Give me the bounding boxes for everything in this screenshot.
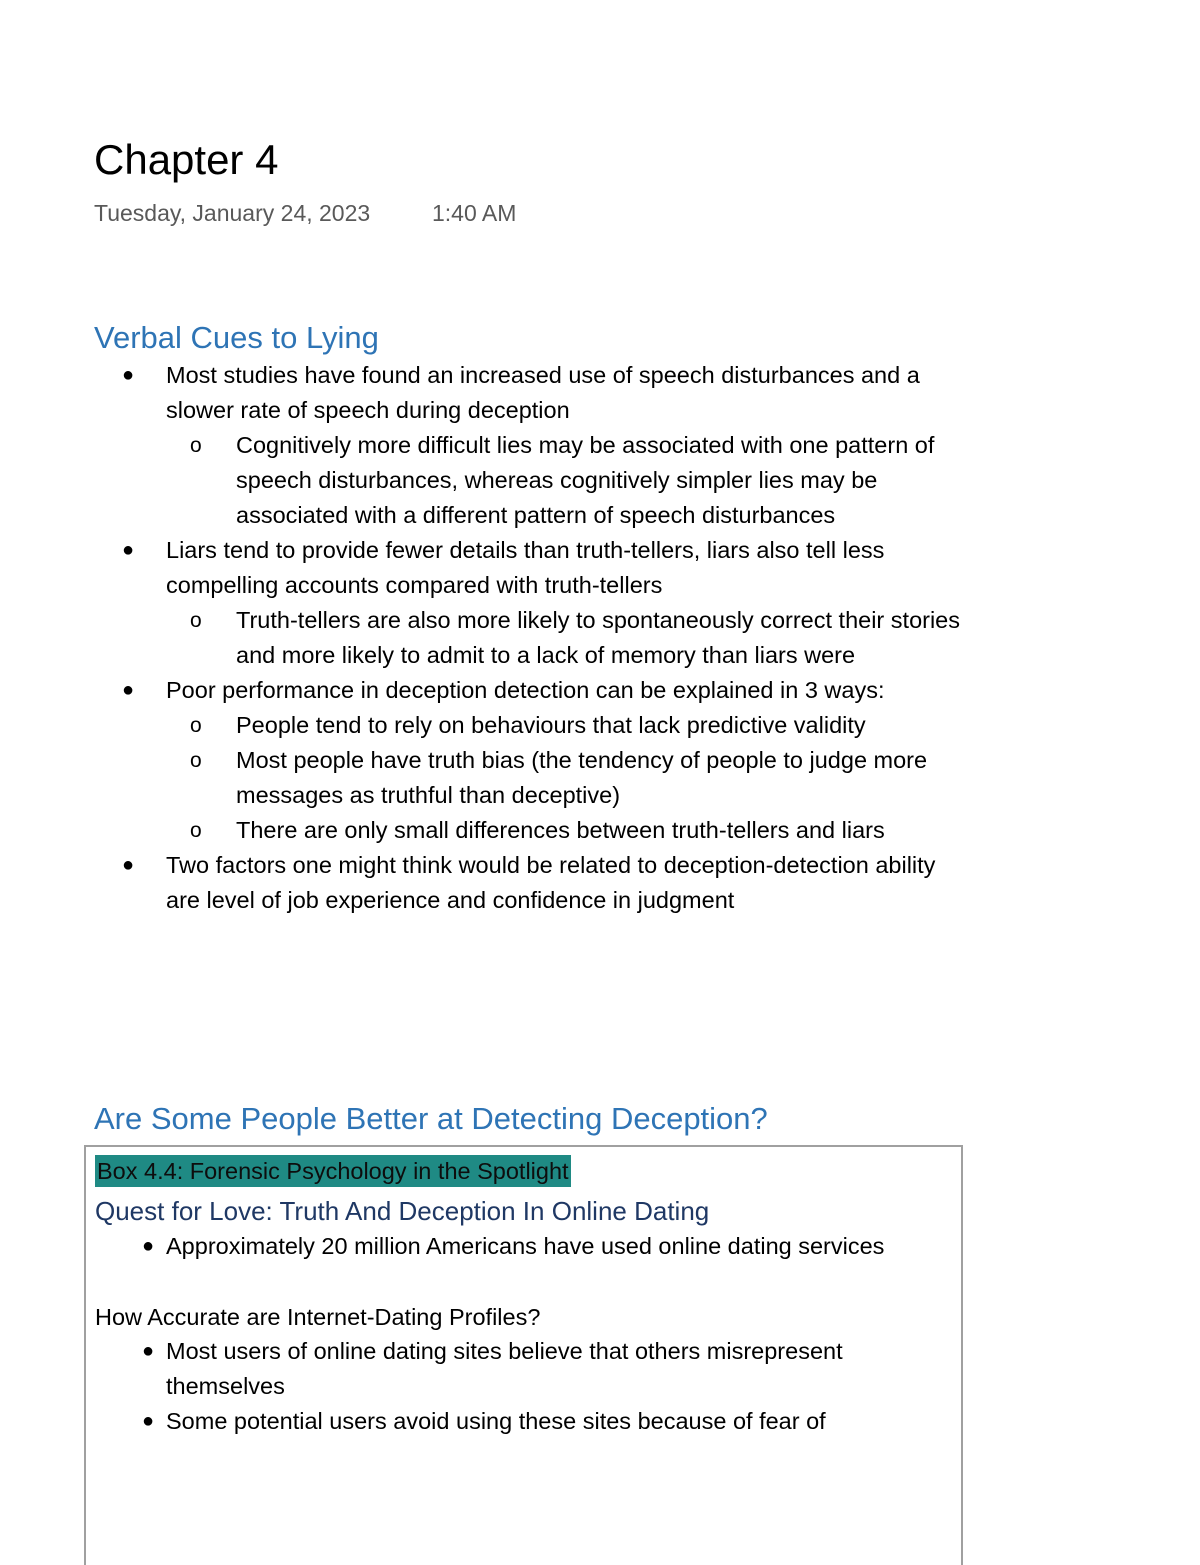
bullet-circle-icon: o <box>190 609 202 632</box>
list-item: ● Approximately 20 million Americans have used online dating services <box>86 1229 936 1264</box>
bullet-dot-icon: ● <box>122 364 135 386</box>
list-item: o Most people have truth bias (the tendency of people to judge more messages as truthful than deceptive) <box>0 743 976 813</box>
list-item: ● Poor performance in deception detection can be explained in 3 ways: <box>0 673 966 708</box>
spotlight-box <box>84 1145 963 1565</box>
section-heading-verbal-cues: Verbal Cues to Lying <box>94 320 379 355</box>
bullet-dot-icon: ● <box>122 539 135 561</box>
page-time: 1:40 AM <box>432 200 517 226</box>
box-label: Box 4.4: Forensic Psychology in the Spotlight <box>95 1155 571 1187</box>
box-question: How Accurate are Internet-Dating Profiles? <box>95 1304 541 1330</box>
verbal-cues-list <box>0 358 1200 918</box>
list-item: ● Most studies have found an increased use of speech disturbances and a slower rate of speech during deception <box>0 358 966 428</box>
page-date: Tuesday, January 24, 2023 <box>94 200 371 226</box>
list-item: ● Liars tend to provide fewer details than truth-tellers, liars also tell less compelling accounts compared with truth-tellers <box>0 533 966 603</box>
list-item: ● Most users of online dating sites believe that others misrepresent themselves <box>86 1334 936 1404</box>
list-item: ● Some potential users avoid using these sites because of fear of <box>86 1404 936 1439</box>
box-subtitle: Quest for Love: Truth And Deception In Online Dating <box>95 1196 710 1226</box>
bullet-dot-icon: ● <box>142 1340 155 1362</box>
page-meta <box>94 198 517 228</box>
bullet-dot-icon: ● <box>142 1410 155 1432</box>
bullet-dot-icon: ● <box>142 1235 155 1257</box>
bullet-circle-icon: o <box>190 819 202 842</box>
box-list-1 <box>86 1229 956 1264</box>
bullet-circle-icon: o <box>190 714 202 737</box>
list-item: ● Two factors one might think would be related to deception-detection ability are level of job experience and confidence in judgment <box>0 848 966 918</box>
list-item: o Cognitively more difficult lies may be associated with one pattern of speech disturbances, whereas cognitively simpler lies may be associated with a different pattern of speech disturbances <box>0 428 976 533</box>
bullet-dot-icon: ● <box>122 854 135 876</box>
list-item: o People tend to rely on behaviours that lack predictive validity <box>0 708 976 743</box>
list-item: o There are only small differences between truth-tellers and liars <box>0 813 976 848</box>
list-item: o Truth-tellers are also more likely to spontaneously correct their stories and more likely to admit to a lack of memory than liars were <box>0 603 976 673</box>
page-title: Chapter 4 <box>94 136 279 183</box>
bullet-circle-icon: o <box>190 749 202 772</box>
bullet-dot-icon: ● <box>122 679 135 701</box>
box-list-2 <box>86 1334 956 1439</box>
section-heading-detecting-deception: Are Some People Better at Detecting Deception? <box>94 1101 768 1136</box>
bullet-circle-icon: o <box>190 434 202 457</box>
